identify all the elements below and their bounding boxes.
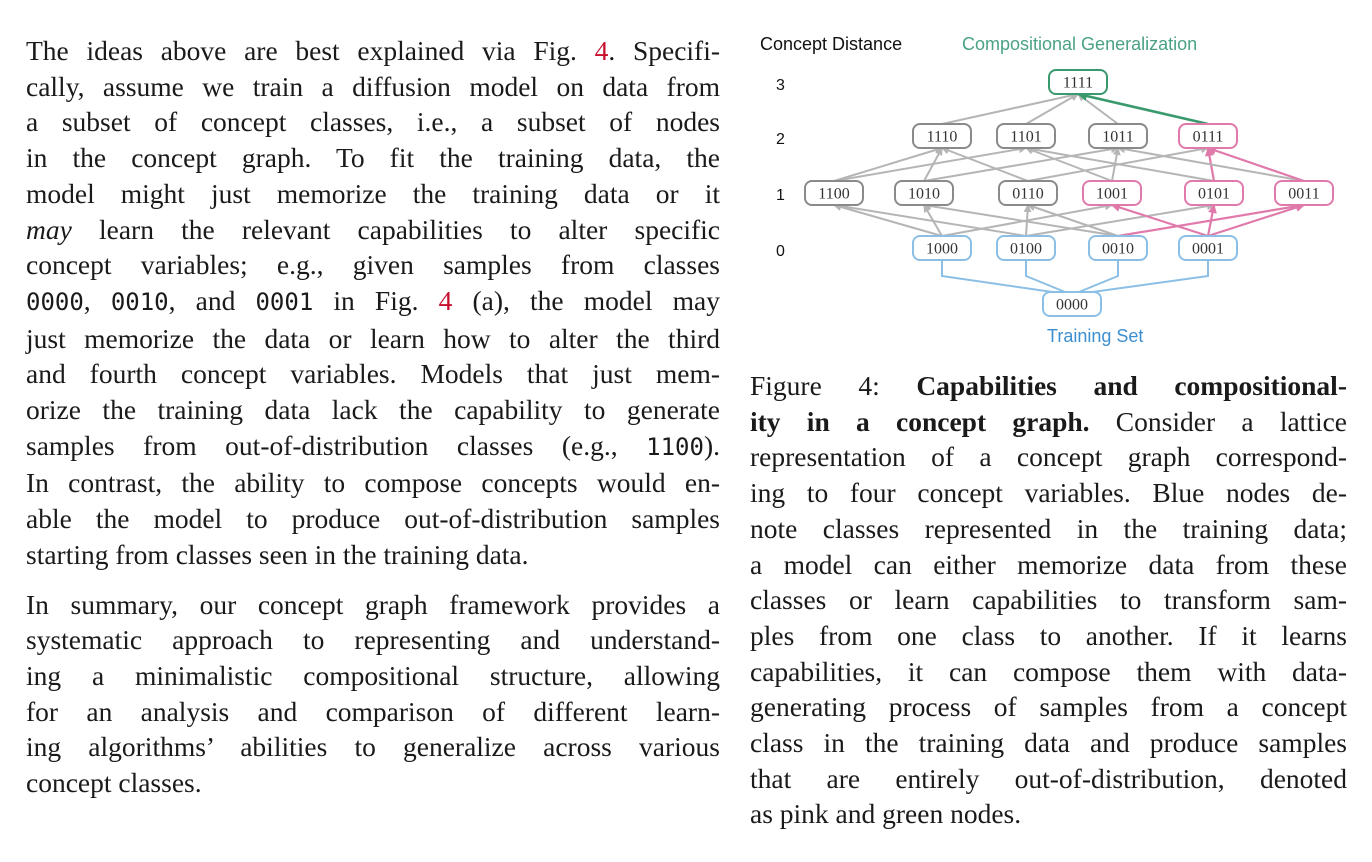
paragraph1-line <box>26 428 720 466</box>
node-label: 0101 <box>1198 185 1230 203</box>
caption-text: a model can either memorize data from these <box>750 548 1347 580</box>
caption-line <box>750 796 1347 832</box>
paragraph1-text: just memorize the data or learn how to alter the third <box>26 322 720 354</box>
paragraph1-text: . Specifi- <box>608 35 720 66</box>
paragraph1-text: The ideas above are best explained via Fig. <box>26 35 595 66</box>
caption-text: ity in a concept graph. <box>750 405 1090 437</box>
paragraph1-line <box>26 356 720 392</box>
node-1110 <box>913 124 971 148</box>
paragraph1-line <box>26 104 720 140</box>
class-code: 0010 <box>110 287 169 316</box>
paragraph2-line <box>26 658 720 694</box>
node-0110 <box>999 181 1057 205</box>
edge-0010-to-0110 <box>1028 205 1118 236</box>
paragraph1-text: concept variables; e.g., given samples from classes <box>26 249 720 281</box>
edge-0001-to-1001 <box>1112 205 1208 236</box>
paragraph2-line <box>26 622 720 658</box>
figure-ref-link[interactable]: 4 <box>594 35 609 66</box>
paragraph2-text: for an analysis and comparison of different learn- <box>26 695 720 727</box>
node-label: 1011 <box>1102 128 1134 146</box>
node-1001 <box>1083 181 1141 205</box>
node-label: 1010 <box>908 185 940 203</box>
node-0000 <box>1043 292 1101 316</box>
paragraph1-text: a subset of concept classes, i.e., a subset of nodes <box>26 106 720 138</box>
node-0101 <box>1185 181 1243 205</box>
paragraph2-text: ing a minimalistic compositional structure, allowing <box>26 659 720 691</box>
node-label: 1110 <box>926 128 958 146</box>
paragraph1-line <box>26 321 720 357</box>
paragraph1-line <box>26 176 720 212</box>
edge-1101-to-1111 <box>1026 94 1078 124</box>
edge-0000-to-0100 <box>1026 260 1065 292</box>
paragraph1-line <box>26 212 720 248</box>
compositional-generalization-label: Compositional Generalization <box>962 34 1198 54</box>
node-label: 1001 <box>1096 185 1128 203</box>
node-label: 0011 <box>1288 185 1320 203</box>
paragraph-summary <box>26 587 720 801</box>
paragraph1-text: cally, assume we train a diffusion model on data from <box>26 70 720 102</box>
paragraph2-text: systematic approach to representing and understand- <box>26 624 720 656</box>
paragraph1-line <box>26 501 720 537</box>
caption-line <box>750 511 1347 547</box>
caption-text: generating process of samples from a concept <box>750 691 1347 723</box>
caption-text: Figure 4: <box>750 370 917 401</box>
node-label: 0111 <box>1192 128 1224 146</box>
node-label: 0001 <box>1192 240 1224 258</box>
paragraph-ideas <box>26 33 720 573</box>
node-0010 <box>1089 236 1147 260</box>
node-0100 <box>997 236 1055 260</box>
caption-text: Consider a lattice <box>1089 405 1347 437</box>
paragraph2-text: In summary, our concept graph framework provides a <box>26 588 720 620</box>
paragraph1-text: and fourth concept variables. Models that just mem- <box>26 358 720 390</box>
class-code: 0000 <box>26 287 84 316</box>
training-set-label: Training Set <box>1047 326 1144 346</box>
paragraph1-text: in Fig. <box>313 284 439 316</box>
edge-1100-to-1101 <box>834 148 1026 181</box>
paragraph1-text: orize the training data lack the capability to generate <box>26 394 720 426</box>
paragraph1-text: learn the relevant capabilities to alter specific <box>71 213 720 245</box>
class-code: 1100 <box>646 432 704 461</box>
level-label-2: 2 <box>776 131 785 148</box>
edge-0000-to-1000 <box>942 260 1053 292</box>
paragraph2-text: ing algorithms’ abilities to generalize across various <box>26 731 720 763</box>
paragraph2-line <box>26 729 720 765</box>
caption-line <box>750 689 1347 725</box>
caption-text: classes or learn capabilities to transform sam- <box>750 584 1347 616</box>
edge-0001-to-0011 <box>1208 205 1304 236</box>
node-1011 <box>1089 124 1147 148</box>
node-label: 1100 <box>818 185 850 203</box>
paragraph1-text: In contrast, the ability to compose concepts would en- <box>26 467 720 499</box>
node-label: 0100 <box>1010 240 1042 258</box>
paragraph1-text: , and <box>168 284 256 316</box>
paragraph1-text: ). <box>703 429 720 461</box>
figure-caption <box>750 368 1347 832</box>
paragraph1-line <box>26 537 720 573</box>
caption-text: as pink and green nodes. <box>750 798 1022 830</box>
axis-title: Concept Distance <box>760 34 903 54</box>
node-0011 <box>1275 181 1333 205</box>
paragraph1-line <box>26 283 720 321</box>
paragraph1-line <box>26 33 720 69</box>
paragraph1-text: model might just memorize the training data or it <box>26 177 720 209</box>
paragraph1-line <box>26 392 720 428</box>
paragraph1-text: may <box>26 213 72 245</box>
caption-line <box>750 582 1347 618</box>
caption-line <box>750 368 1347 404</box>
paragraph1-line <box>26 247 720 283</box>
node-label: 0110 <box>1012 185 1044 203</box>
caption-line <box>750 761 1347 797</box>
caption-text: note classes represented in the training data; <box>750 512 1347 544</box>
level-label-3: 3 <box>776 77 785 94</box>
node-0001 <box>1179 236 1237 260</box>
caption-line <box>750 404 1347 440</box>
paragraph1-text: starting from classes seen in the training data. <box>26 538 529 570</box>
paragraph2-line <box>26 694 720 730</box>
caption-text: capabilities, it can compose them with data- <box>750 655 1347 687</box>
paragraph2-text: concept classes. <box>26 767 202 799</box>
node-label: 1111 <box>1062 74 1094 92</box>
paragraph1-text: , <box>83 284 111 316</box>
edge-0011-to-1011 <box>1118 148 1304 181</box>
paragraph1-text: able the model to produce out-of-distribution samples <box>26 503 720 535</box>
node-1010 <box>895 181 953 205</box>
level-label-1: 1 <box>776 187 785 204</box>
paragraph1-text: samples from out-of-distribution classes (e.g., <box>26 429 647 461</box>
edge-0100-to-1100 <box>834 205 1026 236</box>
class-code: 0001 <box>255 287 314 316</box>
node-1100 <box>805 181 863 205</box>
concept-graph-figure <box>752 28 1346 358</box>
paragraph1-line <box>26 69 720 105</box>
node-label: 1101 <box>1010 128 1042 146</box>
edge-1001-to-1101 <box>1026 148 1112 181</box>
caption-text: class in the training data and produce samples <box>750 727 1347 759</box>
figure-ref-link[interactable]: 4 <box>438 284 453 316</box>
level-label-0: 0 <box>776 243 785 260</box>
caption-text: ples from one class to another. If it learns <box>750 619 1347 651</box>
caption-line <box>750 547 1347 583</box>
paragraph2-line <box>26 587 720 623</box>
left-column <box>26 33 720 801</box>
caption-line <box>750 654 1347 690</box>
node-label: 0000 <box>1056 296 1088 314</box>
node-label: 0010 <box>1102 240 1134 258</box>
edge-0011-to-0111 <box>1208 148 1304 181</box>
edge-0100-to-0101 <box>1026 205 1214 236</box>
node-1111 <box>1049 70 1107 94</box>
paragraph1-line <box>26 140 720 176</box>
caption-line <box>750 725 1347 761</box>
caption-text: that are entirely out-of-distribution, denoted <box>750 762 1347 794</box>
edge-1110-to-1111 <box>942 94 1078 124</box>
paragraph1-text: (a), the model may <box>452 284 720 316</box>
concept-graph-svg <box>752 28 1346 358</box>
caption-text: Capabilities and compositional- <box>916 370 1347 401</box>
caption-text: ing to four concept variables. Blue nodes de- <box>750 477 1347 509</box>
node-1000 <box>913 236 971 260</box>
paragraph1-line <box>26 465 720 501</box>
caption-line <box>750 475 1347 511</box>
node-1101 <box>997 124 1055 148</box>
node-label: 1000 <box>926 240 958 258</box>
paragraph1-text: in the concept graph. To fit the training data, the <box>26 142 720 174</box>
paragraph2-line <box>26 765 720 801</box>
caption-text: representation of a concept graph correspond- <box>750 441 1347 473</box>
caption-line <box>750 439 1347 475</box>
caption-line <box>750 618 1347 654</box>
edge-0000-to-0010 <box>1079 260 1118 292</box>
edge-0000-to-0001 <box>1092 260 1208 292</box>
node-0111 <box>1179 124 1237 148</box>
